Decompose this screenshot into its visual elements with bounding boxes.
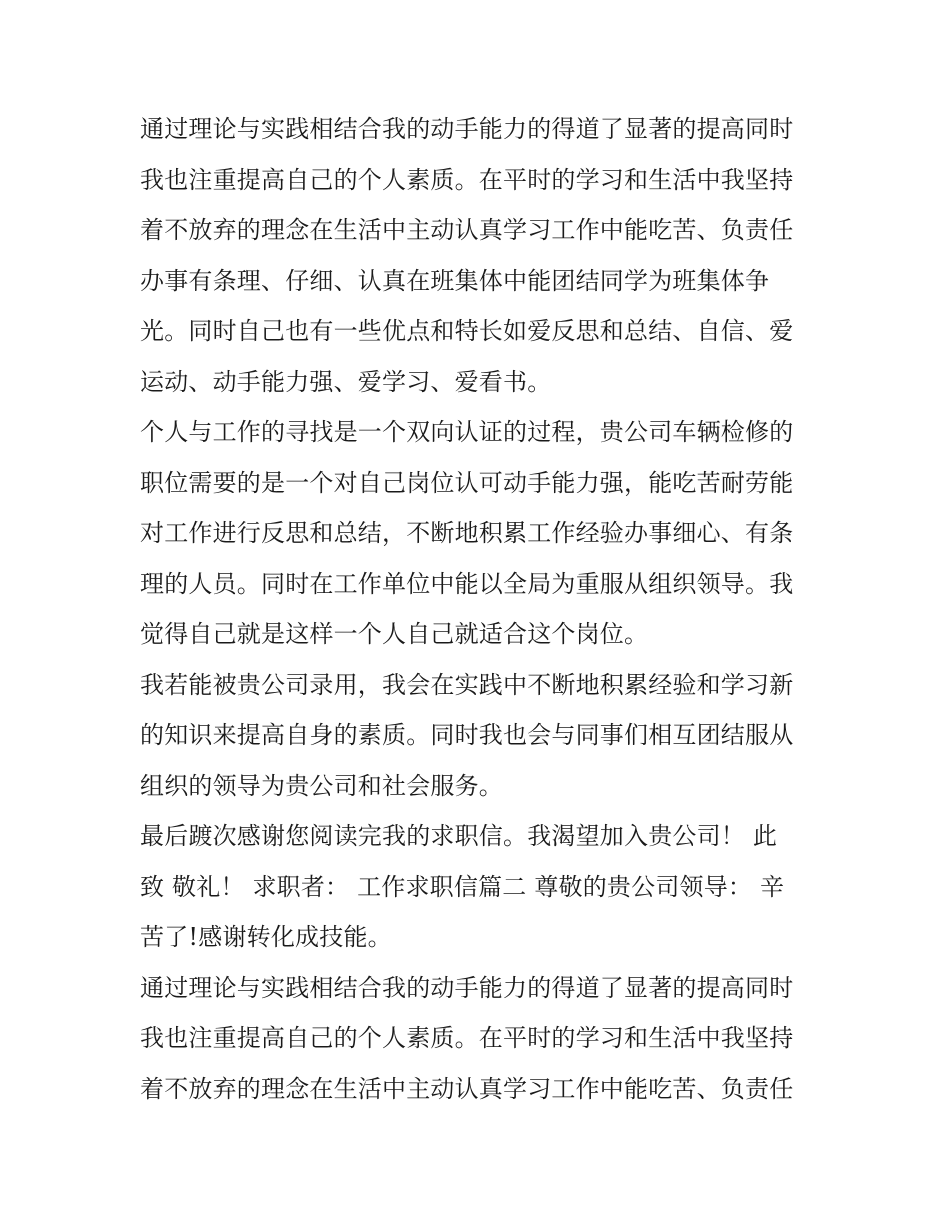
text-line: 的知识来提高自身的素质。同时我也会与同事们相互团结服从 xyxy=(140,721,794,749)
text-line: 我若能被贵公司录用，我会在实践中不断地积累经验和学习新 xyxy=(140,670,794,699)
text-line: 最后踱次感谢您阅读完我的求职信。我渴望加入贵公司！ 此 xyxy=(140,822,778,850)
text-line: 组织的领导为贵公司和社会服务。 xyxy=(140,771,503,800)
text-line: 运动、动手能力强、爱学习、爱看书。 xyxy=(140,367,552,396)
paragraph-1 xyxy=(140,104,815,407)
text-line: 我也注重提高自己的个人素质。在平时的学习和生活中我坚持 xyxy=(140,165,794,194)
paragraph-4 xyxy=(140,811,815,963)
paragraph-2 xyxy=(140,407,815,660)
text-line: 理的人员。同时在工作单位中能以全局为重服从组织领导。我 xyxy=(140,569,794,598)
text-line: 光。同时自己也有一些优点和特长如爱反思和总结、自信、爱 xyxy=(140,317,794,345)
text-line: 办事有条理、仔细、认真在班集体中能团结同学为班集体争 xyxy=(140,266,770,295)
document-body xyxy=(140,104,815,1114)
text-line: 通过理论与实践相结合我的动手能力的得道了显著的提高同时 xyxy=(140,115,794,143)
text-line: 苦了!感谢转化成技能。 xyxy=(140,923,392,951)
text-line: 个人与工作的寻找是一个双向认证的过程，贵公司车辆检修的 xyxy=(140,418,794,446)
paragraph-3 xyxy=(140,660,815,812)
text-line: 通过理论与实践相结合我的动手能力的得道了显著的提高同时 xyxy=(140,973,794,1002)
text-line: 觉得自己就是这样一个人自己就适合这个岗位。 xyxy=(140,620,649,648)
text-line: 对工作进行反思和总结，不断地积累工作经验办事细心、有条 xyxy=(140,519,794,547)
text-line: 职位需要的是一个对自己岗位认可动手能力强，能吃苦耐劳能 xyxy=(140,468,794,497)
paragraph-5 xyxy=(140,963,815,1115)
text-line: 着不放弃的理念在生活中主动认真学习工作中能吃苦、负责任 xyxy=(140,216,794,244)
text-line: 我也注重提高自己的个人素质。在平时的学习和生活中我坚持 xyxy=(140,1024,794,1052)
text-line: 着不放弃的理念在生活中主动认真学习工作中能吃苦、负责任 xyxy=(140,1074,794,1103)
text-line: 致 敬礼！ 求职者： 工作求职信篇二 尊敬的贵公司领导： 辛 xyxy=(140,872,785,901)
